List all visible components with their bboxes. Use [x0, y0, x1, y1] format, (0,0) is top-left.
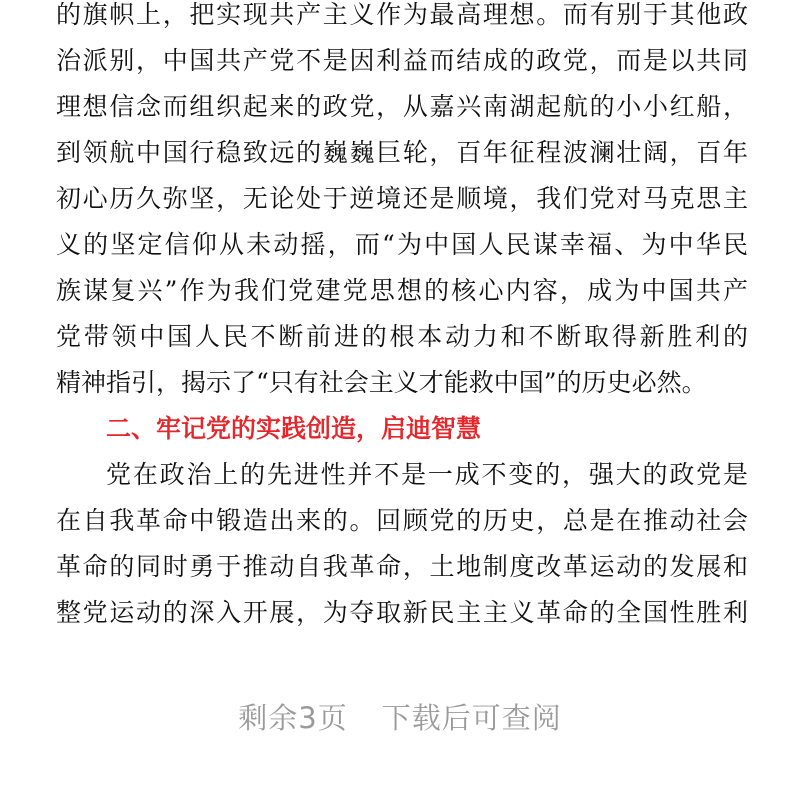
- download-prompt[interactable]: [0, 696, 800, 737]
- paragraph-line: 党在政治上的先进性并不是一成不变的，强大的政党是: [106, 460, 748, 489]
- remaining-pages-text: 剩余3页: [238, 701, 348, 735]
- paragraph-line: 整党运动的深入开展，为夺取新民主主义革命的全国性胜利: [56, 598, 748, 627]
- paragraph-line: 的旗帜上，把实现共产主义作为最高理想。而有别于其他政: [56, 0, 748, 29]
- paragraph-line: 在自我革命中锻造出来的。回顾党的历史，总是在推动社会: [56, 506, 748, 535]
- paragraph-line: 党带领中国人民不断前进的根本动力和不断取得新胜利的: [56, 322, 748, 351]
- paragraph-2: [56, 452, 748, 636]
- paragraph-line: 族谋复兴”作为我们党建党思想的核心内容，成为中国共产: [56, 276, 748, 305]
- download-to-view-text: 下载后可查阅: [381, 701, 562, 735]
- paragraph-line: 革命的同时勇于推动自我革命，土地制度改革运动的发展和: [56, 552, 748, 581]
- paragraph-line: 理想信念而组织起来的政党，从嘉兴南湖起航的小小红船，: [56, 92, 748, 121]
- document-body: [56, 0, 748, 636]
- section-heading: 二、牢记党的实践创造，启迪智慧: [106, 414, 482, 443]
- paragraph-line: 精神指引，揭示了“只有社会主义才能救中国”的历史必然。: [56, 368, 707, 397]
- paragraph-line: 治派别，中国共产党不是因利益而结成的政党，而是以共同: [56, 46, 748, 75]
- paragraph-line: 初心历久弥坚，无论处于逆境还是顺境，我们党对马克思主: [56, 184, 748, 213]
- paragraph-line: 义的坚定信仰从未动摇，而“为中国人民谋幸福、为中华民: [56, 230, 748, 259]
- paragraph-line: 到领航中国行稳致远的巍巍巨轮，百年征程波澜壮阔，百年: [56, 138, 748, 167]
- paragraph-1: [56, 0, 748, 406]
